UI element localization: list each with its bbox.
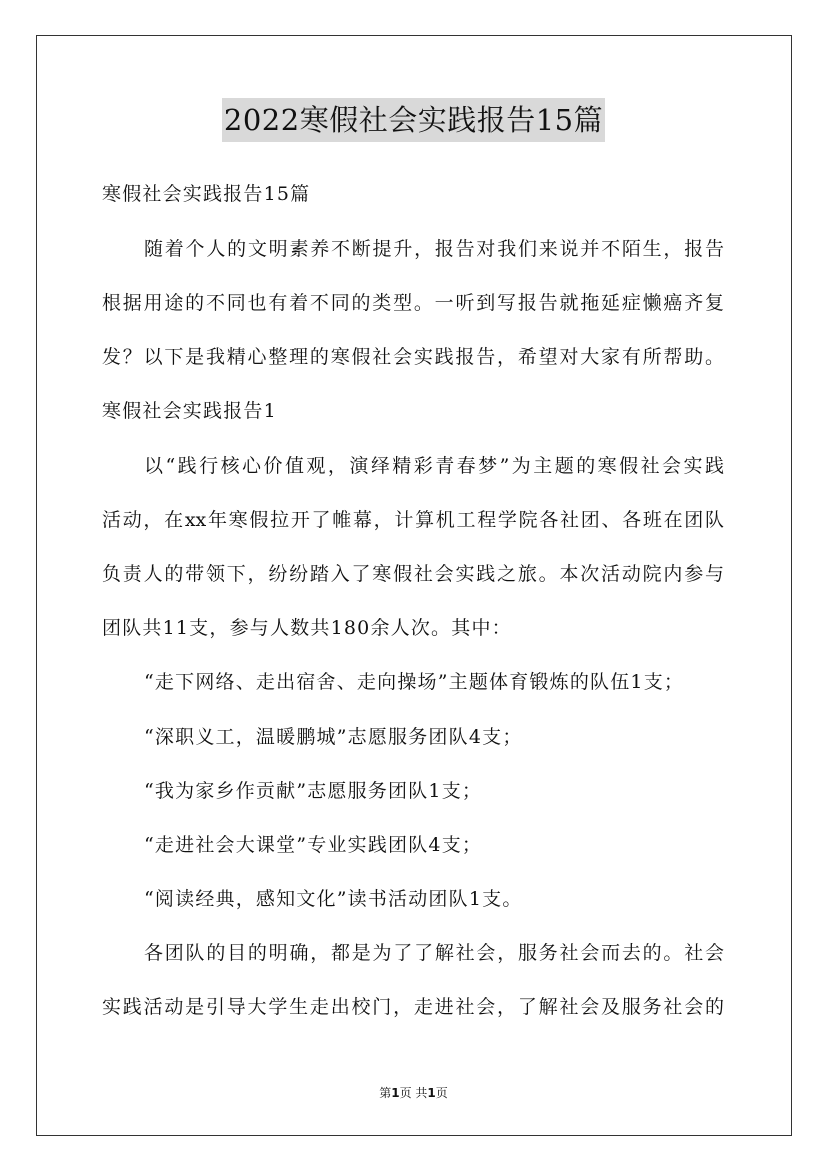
intro-line-3: 发？以下是我精心整理的寒假社会实践报告，希望对大家有所帮助。 [102,346,724,368]
intro-line-2: 根据用途的不同也有着不同的类型。一听到写报告就拖延症懒癌齐复 [102,292,724,314]
footer-page-current: 1 [391,1086,400,1100]
document-subtitle: 寒假社会实践报告15篇 [102,183,311,205]
intro-line-1: 随着个人的文明素养不断提升，报告对我们来说并不陌生，报告 [144,238,724,260]
team-item: “我为家乡作贡献”志愿服务团队1支； [144,780,483,802]
footer-page-total: 1 [427,1086,436,1100]
team-item: “深职义工，温暖鹏城”志愿服务团队4支； [144,726,523,748]
footer-suffix: 页 [435,1086,448,1100]
team-item: “走下网络、走出宿舍、走向操场”主题体育锻炼的队伍1支； [144,671,685,693]
para1-line-4: 团队共11支，参与人数共180余人次。其中： [102,617,512,639]
para2-line-1: 各团队的目的明确，都是为了了解社会，服务社会而去的。社会 [144,942,724,964]
team-item: “阅读经典，感知文化”读书活动团队1支。 [144,888,523,910]
para1-line-2: 活动，在xx年寒假拉开了帷幕，计算机工程学院各社团、各班在团队 [102,509,724,531]
team-item: “走进社会大课堂”专业实践团队4支； [144,834,483,856]
section-heading: 寒假社会实践报告1 [102,400,277,422]
para1-line-1: 以“践行核心价值观，演绎精彩青春梦”为主题的寒假社会实践 [144,455,724,477]
footer-prefix: 第 [379,1086,392,1100]
para2-line-2: 实践活动是引导大学生走出校门，走进社会，了解社会及服务社会的 [102,996,724,1018]
document-title: 2022寒假社会实践报告15篇 [222,98,605,142]
para1-line-3: 负责人的带领下，纷纷踏入了寒假社会实践之旅。本次活动院内参与 [102,563,724,585]
footer-mid: 页 共 [399,1086,428,1100]
page-footer [0,1084,827,1101]
title-container [0,98,827,142]
